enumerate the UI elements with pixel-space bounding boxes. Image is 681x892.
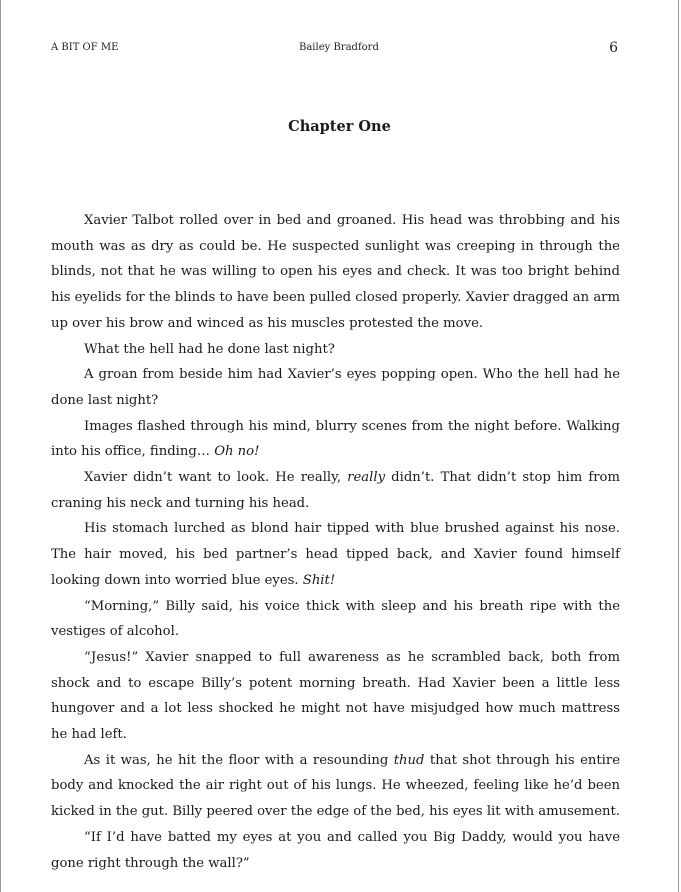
- text-run: A groan from beside him had Xavier’s eyes popping open. Who the hell had he done last night?: [51, 367, 620, 408]
- text-run: Xavier Talbot rolled over in bed and groaned. His head was throbbing and his mouth was as dry as could be. He suspected sunlight was creeping in through the blinds, not that he was willing to open his eyes and check. It was too bright behind his eyelids for the blinds to have been pulled closed properly. Xavier dragged an arm up over his brow and winced as his muscles protested the move.: [51, 213, 620, 331]
- text-run: that shot through his entire body and knocked the air right out of his lungs. He wheezed, feeling like he’d been kicked in the gut. Billy peered over the edge of the bed, his eyes lit with amusement.: [51, 752, 620, 820]
- italic-text: really: [347, 470, 386, 486]
- text-run: “Jesus!” Xavier snapped to full awareness as he scrambled back, both from shock and to escape Billy’s potent morning breath. Had Xavier been a little less hungover and a lot less shocked he might not have misjudged how much mattress he had left.: [51, 649, 620, 743]
- text-run: What the hell had he done last night?: [84, 341, 335, 357]
- paragraph: [51, 825, 620, 876]
- paragraph: [51, 465, 620, 516]
- italic-text: thud: [393, 752, 425, 768]
- text-run: As it was, he hit the floor with a resounding: [84, 752, 394, 768]
- paragraph: [51, 208, 620, 337]
- italic-text: Shit!: [302, 572, 336, 588]
- text-run: didn’t. That didn’t stop him from craning his neck and turning his head.: [51, 470, 620, 511]
- paragraph: [51, 516, 620, 593]
- text-run: His stomach lurched as blond hair tipped with blue brushed against his nose. The hair moved, his bed partner’s head tipped back, and Xavier found himself looking down into worried blue eyes.: [51, 521, 620, 588]
- italic-text: Oh no!: [214, 444, 260, 460]
- paragraph: [51, 594, 620, 645]
- paragraph: [51, 414, 620, 465]
- chapter-title: Chapter One: [288, 118, 391, 135]
- text-run: Images flashed through his mind, blurry scenes from the night before. Walking into his office, finding…: [51, 418, 620, 460]
- text-run: “If I’d have batted my eyes at you and called you Big Daddy, would you have gone right through the wall?”: [51, 829, 620, 871]
- running-header-title: A BIT OF ME: [51, 42, 119, 53]
- text-run: Xavier didn’t want to look. He really,: [84, 470, 348, 486]
- paragraph: [51, 645, 620, 748]
- running-header-author: Bailey Bradford: [299, 42, 379, 53]
- body-text: [51, 208, 620, 876]
- paragraph: [51, 337, 620, 363]
- text-run: “Morning,” Billy said, his voice thick with sleep and his breath ripe with the vestiges of alcohol.: [51, 598, 620, 640]
- page-number: 6: [609, 40, 618, 56]
- paragraph: [51, 748, 620, 825]
- paragraph: [51, 362, 620, 413]
